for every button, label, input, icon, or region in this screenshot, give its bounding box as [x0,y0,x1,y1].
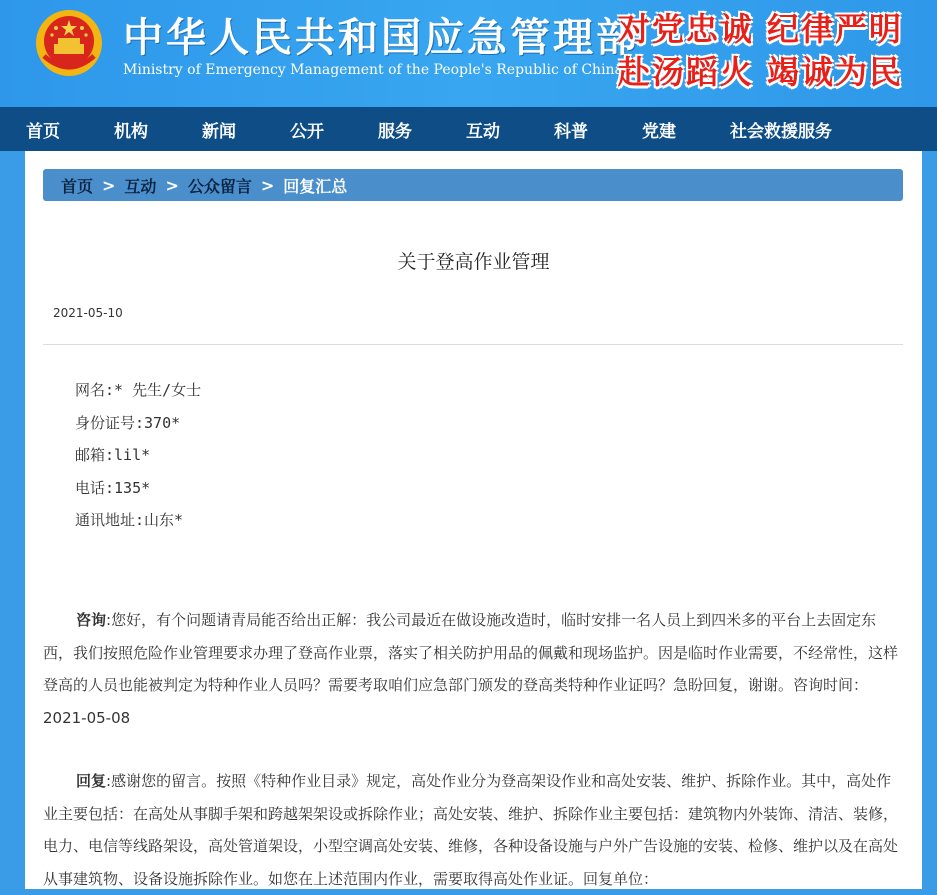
question-text: :您好，有个问题请青局能否给出正解：我公司最近在做设施改造时，临时安排一名人员上到四米多的平台上去固定东西，我们按照危险作业管理要求办理了登高作业票，落实了相关防护用品的佩戴和现场监护。因是临时作业需要，不经常性，这样登高的人员也能被判定为特种作业人员吗？需要考取咱们应急部门颁发的登高类特种作业证吗？急盼回复，谢谢。咨询时间：2021-05-08 [43,611,899,727]
breadcrumb [43,169,903,201]
breadcrumb-separator: > [165,175,179,195]
info-address: 通讯地址:山东* [75,511,184,529]
reply-text: :感谢您的留言。按照《特种作业目录》规定，高处作业分为登高架设作业和高处安装、维护、拆除作业。其中，高处作业主要包括：在高处从事脚手架和跨越架架设或拆除作业；高处安装、维护、拆除作业主要包括：建筑物内外装饰、清洁、装修，电力、电信等线路架设，高处管道架设，小型空调高处安装、维修，各种设备设施与户外广告设施的安装、检修、维护以及在高处从事建筑物、设备设施拆除作业。如您在上述范围内作业，需要取得高处作业证。回复单位： [43,772,899,888]
reply-label: 回复 [76,772,107,790]
site-banner [0,0,937,107]
breadcrumb-interaction[interactable]: 互动 [124,176,157,196]
article-date: 2021-05-10 [53,306,123,320]
reply-paragraph [43,765,905,895]
nav-item-interaction[interactable]: 互动 [466,121,500,142]
nav-item-home[interactable]: 首页 [26,121,60,142]
national-emblem-icon [34,8,104,78]
article-title: 关于登高作业管理 [397,251,550,273]
info-phone: 电话:135* [75,478,151,497]
breadcrumb-home[interactable]: 首页 [61,176,94,196]
breadcrumb-separator: > [260,175,275,195]
nav-item-services[interactable]: 服务 [378,121,412,142]
breadcrumb-current: 回复汇总 [283,176,348,196]
breadcrumb-public-messages[interactable]: 公众留言 [187,176,252,196]
nav-item-news[interactable]: 新闻 [202,121,236,142]
site-subtitle: Ministry of Emergency Management of the People's Republic of China [123,62,623,78]
nav-item-party[interactable]: 党建 [642,121,676,142]
site-title: 中华人民共和国应急管理部 [123,15,639,61]
info-nickname: 网名:* 先生/女士 [75,381,202,399]
question-paragraph [43,604,905,734]
breadcrumb-separator: > [102,175,116,195]
nav-item-science[interactable]: 科普 [554,121,588,142]
slogan-line-2: 赴汤蹈火 竭诚为民 [617,53,903,91]
slogan-line-1: 对党忠诚 纪律严明 [617,10,903,48]
info-email: 邮箱:lil* [75,446,151,464]
submitter-info [75,379,201,542]
nav-item-organization[interactable]: 机构 [114,121,148,142]
main-nav [0,107,937,151]
nav-item-public[interactable]: 公开 [290,121,324,142]
divider [43,344,903,345]
question-label: 咨询 [76,611,107,629]
content-panel [25,151,922,889]
info-id-number: 身份证号:370* [75,413,181,432]
nav-item-rescue-services[interactable]: 社会救援服务 [730,121,832,142]
